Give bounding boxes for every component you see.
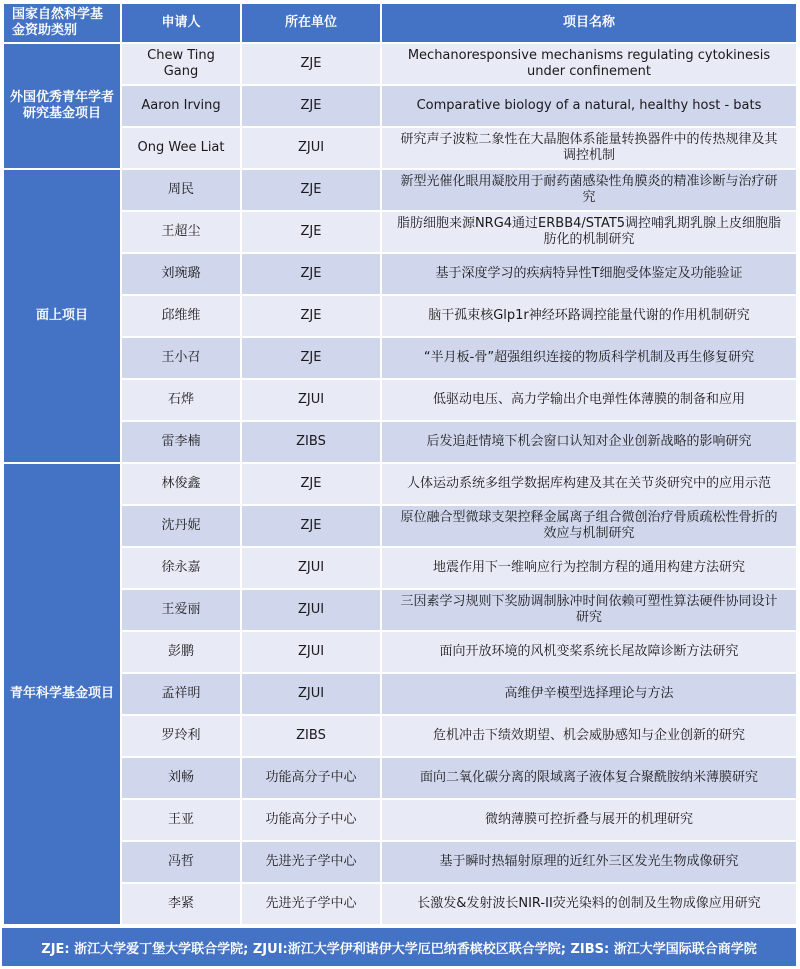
applicant-cell: 李紧 bbox=[121, 883, 241, 925]
project-cell: 原位融合型微球支架控释金属离子组合微创治疗骨质疏松性骨折的效应与机制研究 bbox=[381, 505, 797, 547]
table-row bbox=[3, 379, 797, 421]
unit-cell: 先进光子学中心 bbox=[241, 883, 381, 925]
applicant-cell: Aaron Irving bbox=[121, 85, 241, 127]
table-row bbox=[3, 505, 797, 547]
unit-cell: ZJE bbox=[241, 463, 381, 505]
category-cell: 青年科学基金项目 bbox=[3, 463, 121, 925]
unit-cell: 先进光子学中心 bbox=[241, 841, 381, 883]
table-row bbox=[3, 43, 797, 85]
project-cell: 长激发&发射波长NIR-II荧光染料的创制及生物成像应用研究 bbox=[381, 883, 797, 925]
table-row bbox=[3, 295, 797, 337]
project-cell: 危机冲击下绩效期望、机会威胁感知与企业创新的研究 bbox=[381, 715, 797, 757]
applicant-cell: 王爱丽 bbox=[121, 589, 241, 631]
table-row bbox=[3, 169, 797, 211]
unit-cell: ZJUI bbox=[241, 127, 381, 169]
table-header-row bbox=[3, 3, 797, 43]
table-row bbox=[3, 337, 797, 379]
unit-cell: ZJE bbox=[241, 85, 381, 127]
header-project: 项目名称 bbox=[381, 3, 797, 43]
project-cell: 新型光催化眼用凝胶用于耐药菌感染性角膜炎的精准诊断与治疗研究 bbox=[381, 169, 797, 211]
unit-cell: 功能高分子中心 bbox=[241, 799, 381, 841]
table-row bbox=[3, 127, 797, 169]
applicant-cell: 王小召 bbox=[121, 337, 241, 379]
unit-cell: ZJUI bbox=[241, 631, 381, 673]
unit-cell: ZJE bbox=[241, 295, 381, 337]
header-unit: 所在单位 bbox=[241, 3, 381, 43]
unit-cell: ZIBS bbox=[241, 715, 381, 757]
unit-cell: ZJE bbox=[241, 337, 381, 379]
applicant-cell: 王亚 bbox=[121, 799, 241, 841]
unit-cell: ZJE bbox=[241, 169, 381, 211]
applicant-cell: Ong Wee Liat bbox=[121, 127, 241, 169]
project-cell: 三因素学习规则下奖励调制脉冲时间依赖可塑性算法硬件协同设计研究 bbox=[381, 589, 797, 631]
funding-table bbox=[2, 2, 798, 926]
applicant-cell: 孟祥明 bbox=[121, 673, 241, 715]
applicant-cell: 雷李楠 bbox=[121, 421, 241, 463]
applicant-cell: Chew Ting Gang bbox=[121, 43, 241, 85]
project-cell: 基于瞬时热辐射原理的近红外三区发光生物成像研究 bbox=[381, 841, 797, 883]
applicant-cell: 刘畅 bbox=[121, 757, 241, 799]
applicant-cell: 罗玲利 bbox=[121, 715, 241, 757]
table-row bbox=[3, 757, 797, 799]
applicant-cell: 沈丹妮 bbox=[121, 505, 241, 547]
footer-note: ZJE: 浙江大学爱丁堡大学联合学院; ZJUI:浙江大学伊利诺伊大学厄巴纳香槟校区联合学院; ZIBS: 浙江大学国际联合商学院 bbox=[2, 928, 796, 966]
unit-cell: ZJE bbox=[241, 211, 381, 253]
project-cell: “半月板-骨”超强组织连接的物质科学机制及再生修复研究 bbox=[381, 337, 797, 379]
table-row bbox=[3, 421, 797, 463]
table-row bbox=[3, 799, 797, 841]
applicant-cell: 林俊鑫 bbox=[121, 463, 241, 505]
table-row bbox=[3, 841, 797, 883]
project-cell: Mechanoresponsive mechanisms regulating cytokinesis under confinement bbox=[381, 43, 797, 85]
unit-cell: ZJUI bbox=[241, 589, 381, 631]
table-row bbox=[3, 883, 797, 925]
category-cell: 外国优秀青年学者研究基金项目 bbox=[3, 43, 121, 169]
applicant-cell: 王超尘 bbox=[121, 211, 241, 253]
table-row bbox=[3, 253, 797, 295]
project-cell: 基于深度学习的疾病特异性T细胞受体鉴定及功能验证 bbox=[381, 253, 797, 295]
unit-cell: ZJUI bbox=[241, 379, 381, 421]
unit-cell: ZJE bbox=[241, 253, 381, 295]
project-cell: 微纳薄膜可控折叠与展开的机理研究 bbox=[381, 799, 797, 841]
table-row bbox=[3, 715, 797, 757]
unit-cell: ZJUI bbox=[241, 547, 381, 589]
unit-cell: 功能高分子中心 bbox=[241, 757, 381, 799]
project-cell: 低驱动电压、高力学输出介电弹性体薄膜的制备和应用 bbox=[381, 379, 797, 421]
project-cell: 高维伊辛模型选择理论与方法 bbox=[381, 673, 797, 715]
project-cell: 面向开放环境的风机变桨系统长尾故障诊断方法研究 bbox=[381, 631, 797, 673]
table-row bbox=[3, 673, 797, 715]
applicant-cell: 刘琬璐 bbox=[121, 253, 241, 295]
table-row bbox=[3, 589, 797, 631]
applicant-cell: 冯哲 bbox=[121, 841, 241, 883]
unit-cell: ZIBS bbox=[241, 421, 381, 463]
category-cell: 面上项目 bbox=[3, 169, 121, 463]
table-row bbox=[3, 85, 797, 127]
unit-cell: ZJE bbox=[241, 43, 381, 85]
project-cell: 面向二氧化碳分离的限域离子液体复合聚酰胺纳米薄膜研究 bbox=[381, 757, 797, 799]
table-row bbox=[3, 547, 797, 589]
project-cell: 脑干孤束核Glp1r神经环路调控能量代谢的作用机制研究 bbox=[381, 295, 797, 337]
table-row bbox=[3, 631, 797, 673]
unit-cell: ZJE bbox=[241, 505, 381, 547]
header-category: 国家自然科学基金资助类别 bbox=[3, 3, 121, 43]
header-applicant: 申请人 bbox=[121, 3, 241, 43]
applicant-cell: 邱维维 bbox=[121, 295, 241, 337]
unit-cell: ZJUI bbox=[241, 673, 381, 715]
applicant-cell: 徐永嘉 bbox=[121, 547, 241, 589]
table-body bbox=[3, 43, 797, 925]
table-row bbox=[3, 211, 797, 253]
applicant-cell: 石烨 bbox=[121, 379, 241, 421]
project-cell: 人体运动系统多组学数据库构建及其在关节炎研究中的应用示范 bbox=[381, 463, 797, 505]
applicant-cell: 周民 bbox=[121, 169, 241, 211]
table-row bbox=[3, 463, 797, 505]
project-cell: 地震作用下一维响应行为控制方程的通用构建方法研究 bbox=[381, 547, 797, 589]
project-cell: 后发追赶情境下机会窗口认知对企业创新战略的影响研究 bbox=[381, 421, 797, 463]
project-cell: Comparative biology of a natural, healthy host - bats bbox=[381, 85, 797, 127]
applicant-cell: 彭鹏 bbox=[121, 631, 241, 673]
project-cell: 脂肪细胞来源NRG4通过ERBB4/STAT5调控哺乳期乳腺上皮细胞脂肪化的机制研究 bbox=[381, 211, 797, 253]
project-cell: 研究声子波粒二象性在大晶胞体系能量转换器件中的传热规律及其调控机制 bbox=[381, 127, 797, 169]
